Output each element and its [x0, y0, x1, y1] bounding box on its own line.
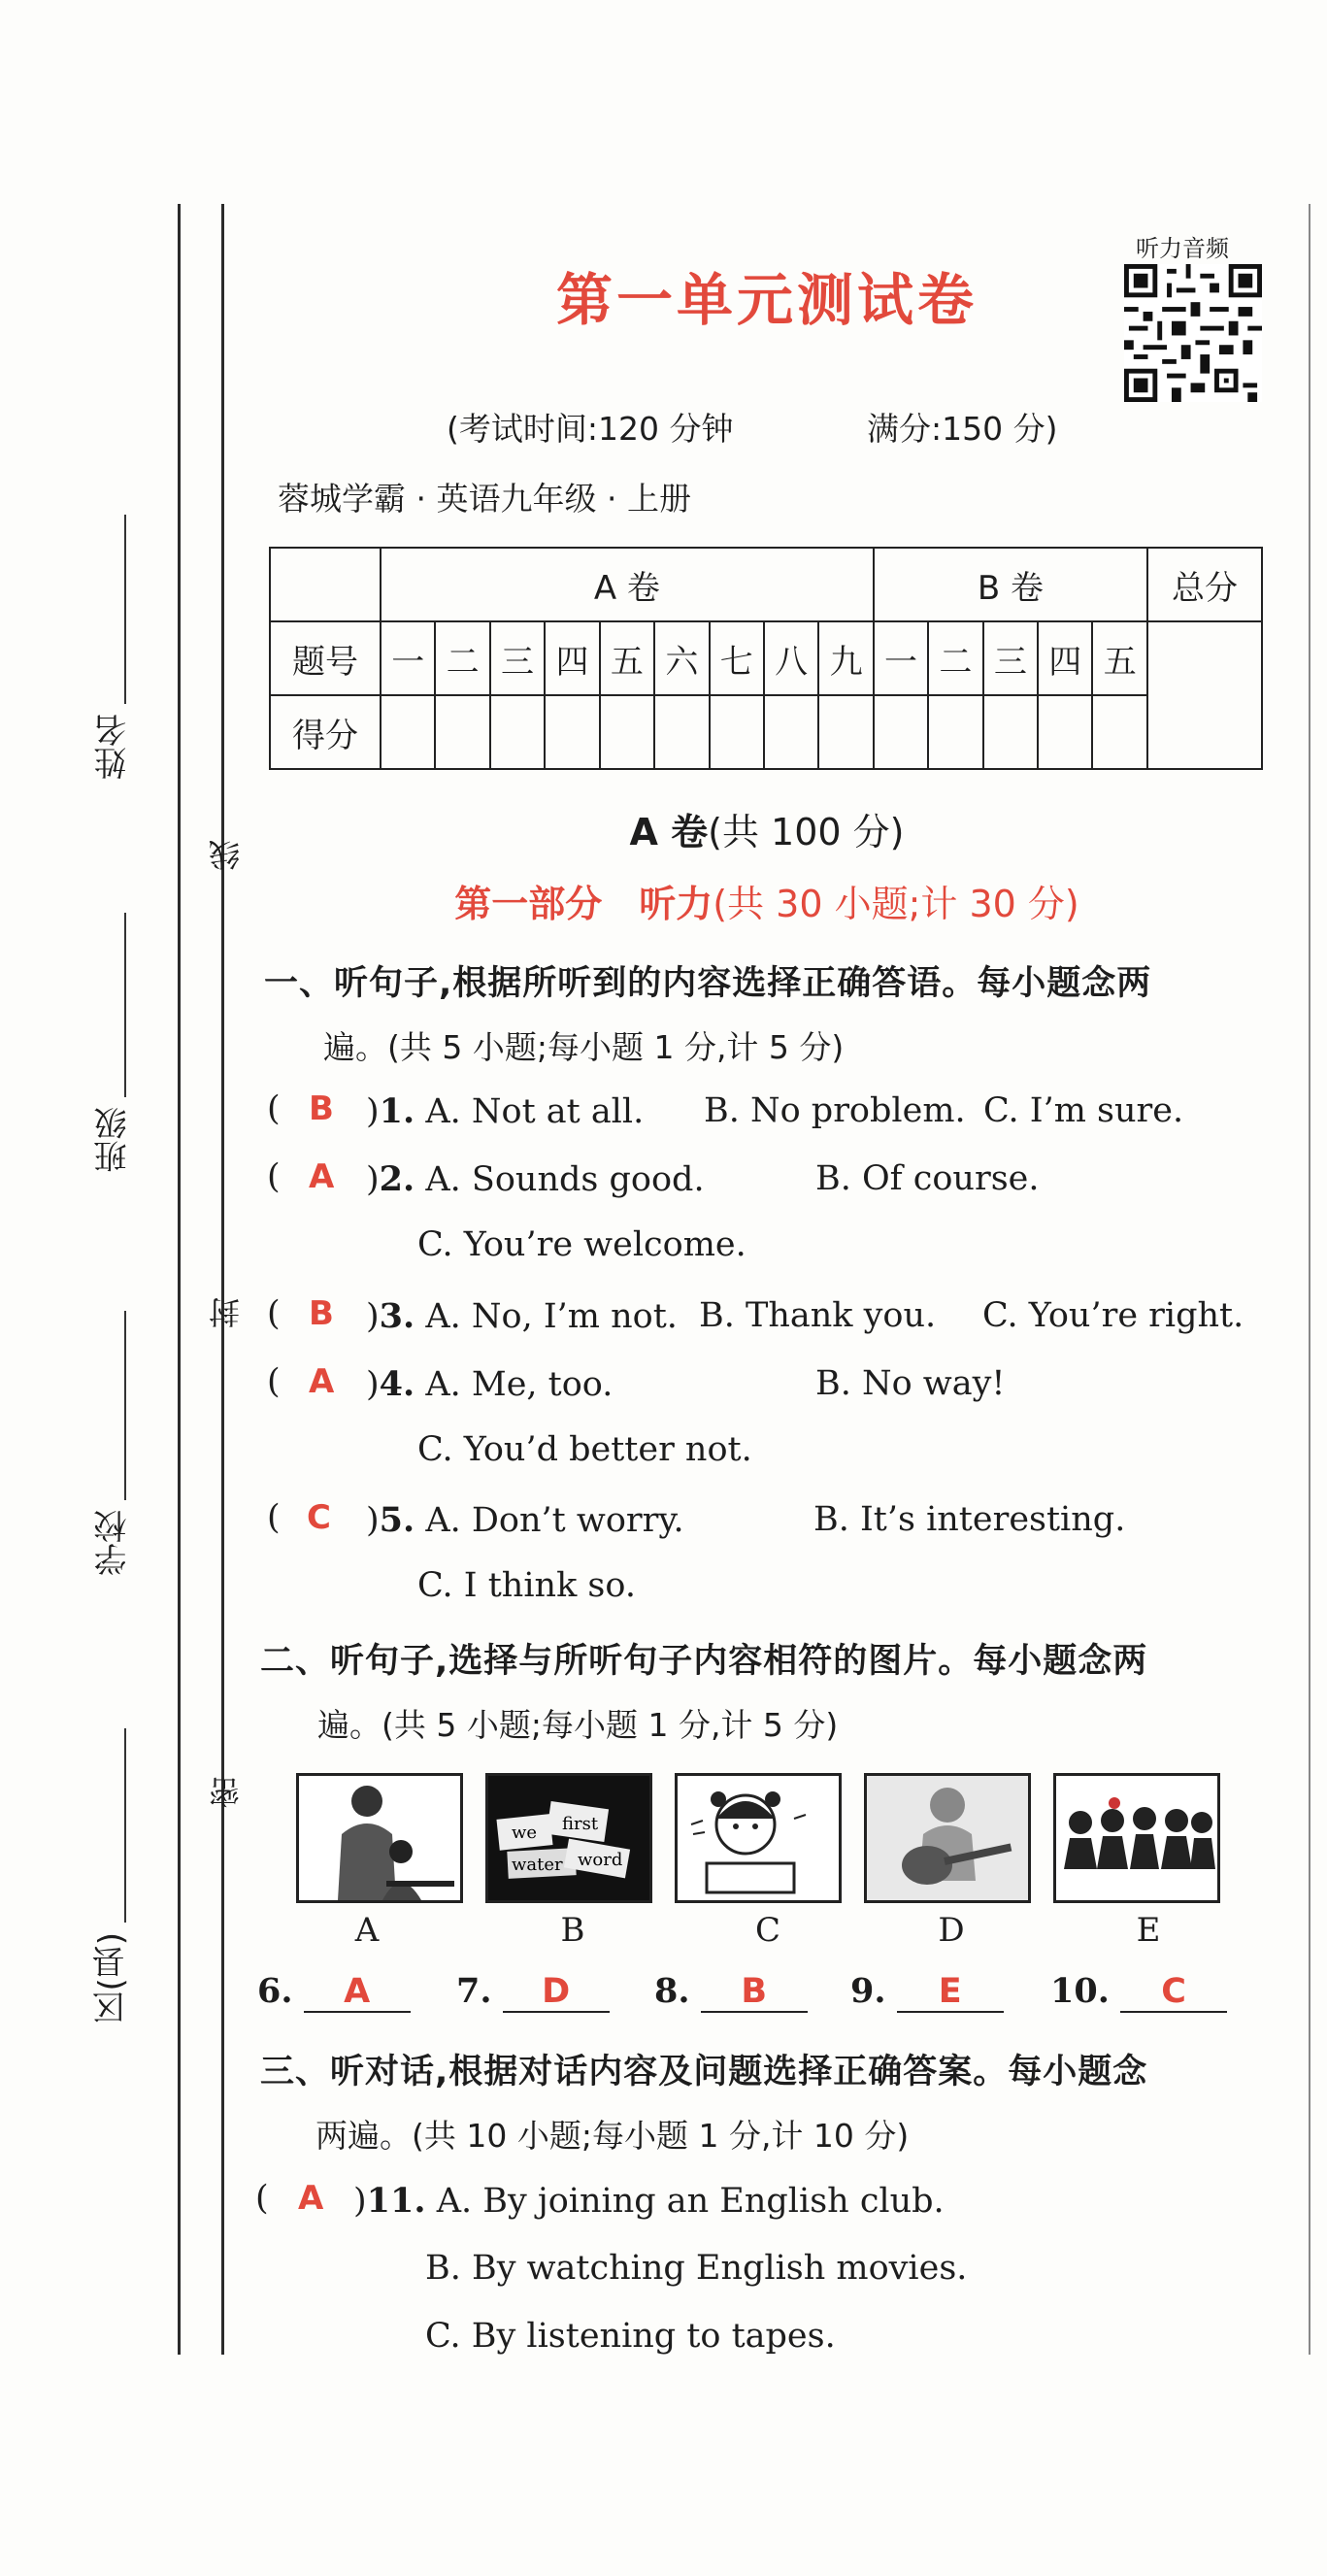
q5-option-a: A. Don’t worry.	[425, 1501, 684, 1540]
col-a-4: 四	[545, 621, 599, 695]
q4-option-b: B. No way!	[815, 1364, 1006, 1403]
score-cell[interactable]	[1092, 695, 1147, 769]
total-score-cell[interactable]	[1147, 621, 1262, 769]
qr-code-icon[interactable]	[1124, 264, 1262, 402]
exam-time: (考试时间:120 分钟	[447, 410, 734, 448]
answer-q1[interactable]: B	[309, 1089, 334, 1128]
q5-num: 5.	[379, 1500, 415, 1540]
answer-q2[interactable]: A	[309, 1157, 335, 1196]
fill-7-num: 7.	[456, 1971, 492, 2011]
page-edge-line	[1309, 204, 1310, 2355]
question-3: )3. A. No, I’m not.	[366, 1296, 678, 1336]
fill-6-num: 6.	[257, 1971, 293, 2011]
school-line	[124, 1311, 126, 1500]
fill-8	[654, 1971, 808, 2013]
col-a-1: 一	[381, 621, 435, 695]
instruction-1-cont: 遍。(共 5 小题;每小题 1 分,计 5 分)	[323, 1028, 845, 1066]
total-header: 总分	[1147, 548, 1262, 621]
row-label-score: 得分	[270, 695, 381, 769]
district-line	[124, 1728, 126, 1923]
q3-option-b: B. Thank you.	[699, 1296, 937, 1335]
fill-8-answer[interactable]: B	[701, 1972, 808, 2013]
q2-option-c: C. You’re welcome.	[417, 1225, 746, 1264]
margin-line-inner	[221, 204, 224, 2355]
fill-9	[850, 1971, 1004, 2013]
paren-open: (	[267, 1498, 281, 1537]
question-2: )2. A. Sounds good.	[366, 1159, 705, 1199]
question-5: )5. A. Don’t worry.	[366, 1500, 684, 1540]
card-word-water: water	[512, 1855, 563, 1875]
instruction-2-cont: 遍。(共 5 小题;每小题 1 分,计 5 分)	[317, 1706, 839, 1744]
seal-char-line: 线	[208, 840, 245, 871]
paren-open: (	[267, 1157, 281, 1196]
section-a-detail: (共 100 分)	[708, 811, 905, 853]
score-cell[interactable]	[874, 695, 928, 769]
question-4: )4. A. Me, too.	[366, 1364, 614, 1404]
margin-line-outer	[178, 204, 181, 2355]
col-b-2: 二	[928, 621, 982, 695]
q3-option-c: C. You’re right.	[982, 1296, 1244, 1335]
score-cell[interactable]	[818, 695, 873, 769]
score-table	[269, 547, 1263, 770]
q1-option-a: A. Not at all.	[425, 1092, 645, 1131]
instruction-3: 三、听对话,根据对话内容及问题选择正确答案。每小题念	[260, 2053, 1148, 2091]
score-cell[interactable]	[928, 695, 982, 769]
score-cell[interactable]	[490, 695, 545, 769]
seal-char-feng: 封	[208, 1297, 245, 1328]
teacher-student-icon	[299, 1776, 460, 1900]
part1-heading	[0, 874, 1327, 927]
score-cell[interactable]	[600, 695, 654, 769]
score-cell[interactable]	[545, 695, 599, 769]
q1-num: 1.	[379, 1091, 415, 1131]
col-a-6: 六	[654, 621, 709, 695]
q2-num: 2.	[379, 1159, 415, 1199]
score-cell[interactable]	[710, 695, 764, 769]
picture-e[interactable]	[1053, 1773, 1220, 1903]
side-label-class: 班级	[94, 1107, 133, 1173]
col-a-8: 八	[764, 621, 818, 695]
paren-open: (	[267, 1362, 281, 1401]
q3-option-a: A. No, I’m not.	[425, 1297, 678, 1336]
col-a-2: 二	[435, 621, 489, 695]
paren-open: (	[255, 2179, 269, 2218]
col-b-5: 五	[1092, 621, 1147, 695]
q4-option-a: A. Me, too.	[425, 1365, 614, 1404]
fill-7	[456, 1971, 610, 2013]
q5-option-b: B. It’s interesting.	[813, 1500, 1126, 1539]
side-label-name: 姓名	[94, 714, 133, 780]
score-cell[interactable]	[1038, 695, 1092, 769]
col-a-3: 三	[490, 621, 545, 695]
q3-num: 3.	[379, 1296, 415, 1336]
q11-option-c: C. By listening to tapes.	[425, 2317, 836, 2356]
page-title: 第一单元测试卷	[555, 267, 978, 333]
answer-q11[interactable]: A	[298, 2179, 324, 2218]
q11-option-b: B. By watching English movies.	[425, 2249, 968, 2288]
picture-label-c: C	[754, 1911, 780, 1950]
part1-detail: (共 30 小题;计 30 分)	[713, 883, 1079, 925]
question-11: )11. A. By joining an English club.	[353, 2181, 945, 2221]
picture-label-b: B	[560, 1911, 585, 1950]
picture-label-a: A	[354, 1911, 380, 1950]
score-cell[interactable]	[764, 695, 818, 769]
col-a-7: 七	[710, 621, 764, 695]
instruction-2: 二、听句子,选择与所听句子内容相符的图片。每小题念两	[260, 1642, 1148, 1681]
full-score: 满分:150 分)	[867, 410, 1058, 448]
q1-option-c: C. I’m sure.	[983, 1091, 1184, 1130]
picture-c[interactable]	[675, 1773, 842, 1903]
col-b-4: 四	[1038, 621, 1092, 695]
fill-8-num: 8.	[654, 1971, 690, 2011]
q4-num: 4.	[379, 1364, 415, 1404]
q11-num: 11.	[366, 2181, 426, 2221]
instruction-3-cont: 两遍。(共 10 小题;每小题 1 分,计 10 分)	[315, 2117, 910, 2155]
fill-9-answer[interactable]: E	[897, 1972, 1004, 2013]
b-juan-header: B 卷	[874, 548, 1147, 621]
q11-option-a: A. By joining an English club.	[436, 2182, 945, 2221]
q1-option-b: B. No problem.	[704, 1091, 966, 1130]
score-cell[interactable]	[983, 695, 1038, 769]
paren-open: (	[267, 1294, 281, 1333]
answer-q3[interactable]: B	[309, 1294, 334, 1333]
score-cell[interactable]	[435, 695, 489, 769]
picture-label-e: E	[1136, 1911, 1161, 1950]
side-label-school: 学校	[94, 1510, 133, 1576]
card-word-word: word	[578, 1850, 623, 1870]
card-word-we: we	[512, 1823, 538, 1843]
girl-guitar-icon	[867, 1776, 1028, 1900]
col-b-3: 三	[983, 621, 1038, 695]
seal-char-mi: 密	[208, 1777, 245, 1808]
col-a-9: 九	[818, 621, 873, 695]
q5-option-c: C. I think so.	[417, 1566, 636, 1605]
answer-q4[interactable]: A	[309, 1362, 335, 1401]
picture-a[interactable]	[296, 1773, 463, 1903]
col-b-1: 一	[874, 621, 928, 695]
a-juan-header: A 卷	[381, 548, 874, 621]
picture-label-d: D	[938, 1911, 965, 1950]
table-corner	[270, 548, 381, 621]
row-label-num: 题号	[270, 621, 381, 695]
question-1: )1. A. Not at all.	[366, 1091, 645, 1131]
card-word-first: first	[562, 1814, 599, 1834]
instruction-1: 一、听句子,根据所听到的内容选择正确答语。每小题念两	[264, 964, 1152, 1003]
fill-6-answer[interactable]: A	[304, 1972, 411, 2013]
class-line	[124, 913, 126, 1097]
score-cell[interactable]	[654, 695, 709, 769]
fill-6	[257, 1971, 411, 2013]
name-line	[124, 515, 126, 704]
fill-7-answer[interactable]: D	[503, 1972, 610, 2013]
fill-9-num: 9.	[850, 1971, 886, 2011]
girl-reading-icon	[678, 1776, 839, 1900]
fill-10-answer[interactable]: C	[1120, 1972, 1227, 2013]
q2-option-b: B. Of course.	[815, 1159, 1040, 1198]
section-a-label: A 卷	[629, 811, 709, 853]
section-a-heading	[0, 802, 1327, 855]
fill-10	[1050, 1971, 1227, 2013]
score-cell[interactable]	[381, 695, 435, 769]
q4-option-c: C. You’d better not.	[417, 1430, 752, 1469]
paren-open: (	[267, 1089, 281, 1128]
side-label-district: 区(县)	[92, 1932, 131, 2024]
col-a-5: 五	[600, 621, 654, 695]
group-people-icon	[1056, 1776, 1217, 1900]
picture-b[interactable]	[485, 1773, 652, 1903]
fill-10-num: 10.	[1050, 1971, 1110, 2011]
book-title: 蓉城学霸 · 英语九年级 · 上册	[278, 480, 691, 518]
picture-d[interactable]	[864, 1773, 1031, 1903]
answer-q5[interactable]: C	[307, 1498, 331, 1537]
qr-label: 听力音频	[1136, 235, 1229, 262]
word-cards-icon	[488, 1776, 649, 1900]
q2-option-a: A. Sounds good.	[425, 1160, 705, 1199]
part1-label: 第一部分 听力	[454, 883, 713, 925]
